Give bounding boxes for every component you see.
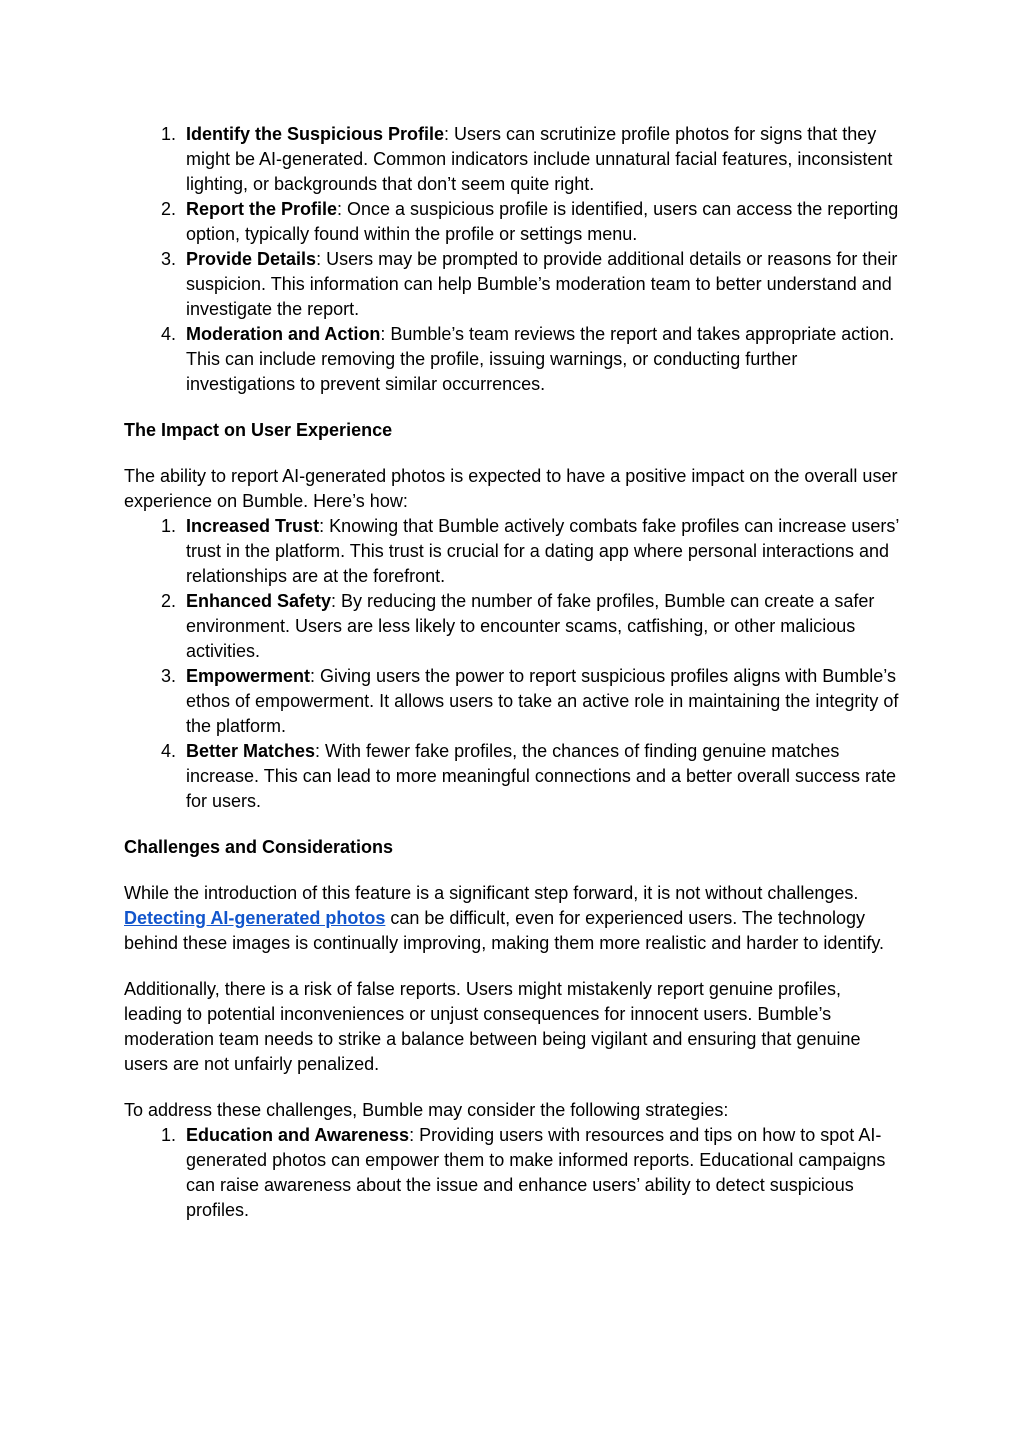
list-item-title: Moderation and Action bbox=[186, 324, 381, 344]
list-number: 3. bbox=[160, 249, 176, 269]
list-item-title: Better Matches bbox=[186, 741, 316, 761]
list-item bbox=[124, 322, 900, 397]
list-item-text: : With fewer fake profiles, the chances of finding genuine matches increase. This can lead to more meaningful connections and a better overall success rate for users. bbox=[186, 741, 897, 811]
section-heading-challenges: Challenges and Considerations bbox=[124, 837, 394, 857]
list-item-title: Identify the Suspicious Profile bbox=[186, 124, 445, 144]
list-item-title: Education and Awareness bbox=[186, 1125, 410, 1145]
paragraph-text: can be difficult, even for experienced users. The technology behind these images is continually improving, making them more realistic and harder to identify. bbox=[124, 908, 885, 953]
list-item-text: : Users can scrutinize profile photos for signs that they might be AI-generated. Common indicators include unnatural facial features, inconsistent lighting, or backgrounds that don’t seem quite right. bbox=[186, 124, 893, 194]
detecting-ai-photos-link[interactable]: Detecting AI-generated photos bbox=[124, 908, 386, 928]
list-item bbox=[124, 739, 900, 814]
strategies-list bbox=[124, 1123, 900, 1223]
list-item-text: : Providing users with resources and tips on how to spot AI-generated photos can empower them to make informed reports. Educational campaigns can raise awareness about the issue and enhance users’ ability to detect suspicious profiles. bbox=[186, 1125, 886, 1220]
list-item bbox=[124, 1123, 900, 1223]
list-item-text: : Once a suspicious profile is identified, users can access the reporting option, typically found within the profile or settings menu. bbox=[186, 199, 899, 244]
challenges-paragraph-2: Additionally, there is a risk of false reports. Users might mistakenly report genuine profiles, leading to potential inconveniences or unjust consequences for innocent users. Bumble’s moderation team needs to strike a balance between being vigilant and ensuring that genuine users are not unfairly penalized. bbox=[124, 979, 861, 1074]
list-number: 1. bbox=[160, 124, 176, 144]
paragraph-text: While the introduction of this feature is a significant step forward, it is not without challenges. bbox=[124, 883, 859, 903]
list-item-text: : Knowing that Bumble actively combats fake profiles can increase users’ trust in the platform. This trust is crucial for a dating app where personal interactions and relationships are at the forefront. bbox=[186, 516, 899, 586]
list-item-text: : Users may be prompted to provide additional details or reasons for their suspicion. This information can help Bumble’s moderation team to better understand and investigate the report. bbox=[186, 249, 898, 319]
list-item bbox=[124, 122, 900, 197]
list-number: 1. bbox=[160, 516, 176, 536]
list-item bbox=[124, 664, 900, 739]
list-item bbox=[124, 514, 900, 589]
list-item-title: Increased Trust bbox=[186, 516, 320, 536]
list-number: 4. bbox=[160, 741, 176, 761]
list-number: 2. bbox=[160, 199, 176, 219]
list-item-text: : Bumble’s team reviews the report and takes appropriate action. This can include removing the profile, issuing warnings, or conducting further investigations to prevent similar occurrences. bbox=[186, 324, 895, 394]
challenges-paragraph-3: To address these challenges, Bumble may consider the following strategies: bbox=[124, 1100, 729, 1120]
list-number: 3. bbox=[160, 666, 176, 686]
list-item-text: : Giving users the power to report suspicious profiles aligns with Bumble’s ethos of empowerment. It allows users to take an active role in maintaining the integrity of the platform. bbox=[186, 666, 899, 736]
reporting-steps-list bbox=[124, 122, 900, 397]
list-item-text: : By reducing the number of fake profiles, Bumble can create a safer environment. Users are less likely to encounter scams, catfishing, or other malicious activities. bbox=[186, 591, 875, 661]
list-item-title: Enhanced Safety bbox=[186, 591, 332, 611]
challenges-paragraph-1 bbox=[124, 881, 900, 956]
list-item bbox=[124, 589, 900, 664]
list-number: 1. bbox=[160, 1125, 176, 1145]
impact-intro-paragraph: The ability to report AI-generated photos is expected to have a positive impact on the overall user experience on Bumble. Here’s how: bbox=[124, 466, 898, 511]
list-item bbox=[124, 247, 900, 322]
document-page bbox=[124, 122, 900, 1223]
list-item-title: Empowerment bbox=[186, 666, 311, 686]
list-number: 2. bbox=[160, 591, 176, 611]
list-item-title: Provide Details bbox=[186, 249, 317, 269]
section-heading-impact: The Impact on User Experience bbox=[124, 420, 393, 440]
impact-list bbox=[124, 514, 900, 814]
list-item bbox=[124, 197, 900, 247]
list-item-title: Report the Profile bbox=[186, 199, 338, 219]
list-number: 4. bbox=[160, 324, 176, 344]
